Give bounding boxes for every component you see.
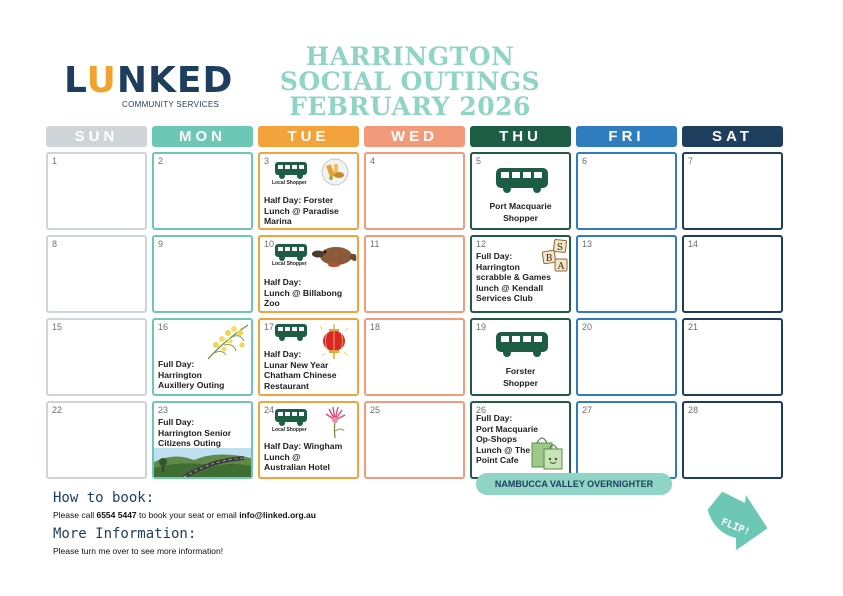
svg-text:S: S (556, 243, 564, 253)
flip-arrow-icon (704, 492, 770, 554)
day-number: 9 (158, 239, 164, 249)
svg-text:B: B (545, 254, 553, 264)
day-number: 4 (370, 156, 376, 166)
day-number: 20 (582, 322, 593, 332)
day-number: 13 (582, 239, 593, 249)
event-text: Full Day: Port Macquarie Op-Shops Lunch @ The Point Cafe (476, 413, 539, 465)
header-sat: SAT (682, 126, 783, 147)
linked-logo (64, 62, 234, 112)
day-cell-16 (152, 318, 253, 396)
day-number: 24 (264, 405, 275, 415)
bus-icon (274, 160, 308, 180)
day-number: 8 (52, 239, 58, 249)
day-cell-8 (46, 235, 147, 313)
more-information-text: Please turn me over to see more information! (53, 546, 224, 556)
day-number: 18 (370, 322, 381, 332)
fish-and-chips-icon (320, 157, 350, 187)
day-number: 16 (158, 322, 169, 332)
day-cell-17 (258, 318, 359, 396)
wattle-flower-icon (204, 321, 252, 361)
email-link[interactable]: info@linked.org.au (239, 510, 316, 520)
day-cell-22 (46, 401, 147, 479)
shopping-bags-icon (530, 431, 564, 471)
day-number: 26 (476, 405, 487, 415)
day-cell-26 (470, 401, 571, 479)
event-text: Half Day: Wingham Lunch @ Australian Hotel (264, 441, 343, 472)
how-to-book-text: Please call 6554 5447 to book your seat or email info@linked.org.au (53, 510, 316, 520)
event-text: Forster Shopper (503, 366, 538, 388)
header-wed: WED (364, 126, 465, 147)
event-text: Full Day: Harrington scrabble & Games lunch @ Kendall Services Club (476, 251, 551, 303)
day-cell-6 (576, 152, 677, 230)
day-number: 11 (370, 239, 380, 249)
day-cell-28 (682, 401, 783, 479)
bus-icon (274, 407, 308, 427)
day-cell-14 (682, 235, 783, 313)
day-number: 2 (158, 156, 164, 166)
day-number: 28 (688, 405, 699, 415)
day-cell-18 (364, 318, 465, 396)
day-cell-2 (152, 152, 253, 230)
day-cell-4 (364, 152, 465, 230)
platypus-icon (312, 241, 358, 271)
header-sun: SUN (46, 126, 147, 147)
title-line-2: SOCIAL OUTINGS (279, 67, 541, 96)
event-text: Half Day: Forster Lunch @ Paradise Marina (264, 195, 339, 226)
day-number: 15 (52, 322, 63, 332)
page-title (270, 44, 550, 119)
day-cell-19 (470, 318, 571, 396)
day-number: 21 (688, 322, 699, 332)
title-line-3: FEBRUARY 2026 (289, 92, 531, 121)
day-number: 5 (476, 156, 482, 166)
day-cell-7 (682, 152, 783, 230)
day-cell-23 (152, 401, 253, 479)
local-shopper-label: Local Shopper (272, 180, 307, 186)
bus-icon (494, 166, 550, 194)
day-number: 17 (264, 322, 275, 332)
flower-icon (320, 405, 350, 439)
day-cell-21 (682, 318, 783, 396)
overnighter-banner: NAMBUCCA VALLEY OVERNIGHTER (476, 473, 672, 495)
event-text: Half Day: Lunch @ Billabong Zoo (264, 277, 343, 308)
header-mon: MON (152, 126, 253, 147)
event-text: Half Day: Lunar New Year Chatham Chinese Restaurant (264, 349, 337, 391)
day-cell-27 (576, 401, 677, 479)
header-thu: THU (470, 126, 571, 147)
how-to-book-heading: How to book: (53, 490, 155, 506)
header-tue: TUE (258, 126, 359, 147)
more-information-heading: More Information: (53, 526, 197, 542)
local-shopper-label: Local Shopper (272, 261, 307, 267)
header-fri: FRI (576, 126, 677, 147)
svg-text:A: A (557, 262, 565, 272)
event-text: Port Macquarie Shopper (489, 201, 552, 223)
day-number: 19 (476, 322, 487, 332)
day-number: 1 (52, 156, 58, 166)
logo-subtitle: COMMUNITY SERVICES (122, 100, 220, 109)
local-shopper-label: Local Shopper (272, 427, 307, 433)
phone-number: 6554 5447 (96, 510, 137, 520)
event-text: Full Day: Harrington Senior Citizens Outing (158, 417, 232, 448)
bus-icon (274, 322, 308, 342)
day-number: 7 (688, 156, 694, 166)
day-cell-11 (364, 235, 465, 313)
day-cell-13 (576, 235, 677, 313)
day-number: 12 (476, 239, 487, 249)
day-number: 6 (582, 156, 588, 166)
day-cell-1 (46, 152, 147, 230)
day-number: 10 (264, 239, 275, 249)
day-number: 27 (582, 405, 593, 415)
day-number: 3 (264, 156, 270, 166)
day-number: 23 (158, 405, 169, 415)
logo-wordmark: LUNKED (64, 60, 234, 101)
day-cell-24 (258, 401, 359, 479)
day-cell-25 (364, 401, 465, 479)
bus-icon (494, 330, 550, 358)
title-line-1: HARRINGTON (305, 42, 515, 71)
countryside-road-image (154, 448, 251, 477)
bus-icon (274, 242, 308, 262)
day-cell-12 (470, 235, 571, 313)
event-text: Full Day: Harrington Auxillery Outing (158, 359, 225, 390)
day-number: 25 (370, 405, 381, 415)
day-cell-9 (152, 235, 253, 313)
day-cell-20 (576, 318, 677, 396)
day-number: 14 (688, 239, 699, 249)
day-cell-5 (470, 152, 571, 230)
flip-label: FLIP! (719, 516, 752, 539)
day-cell-3 (258, 152, 359, 230)
day-number: 22 (52, 405, 63, 415)
day-cell-15 (46, 318, 147, 396)
day-cell-10 (258, 235, 359, 313)
